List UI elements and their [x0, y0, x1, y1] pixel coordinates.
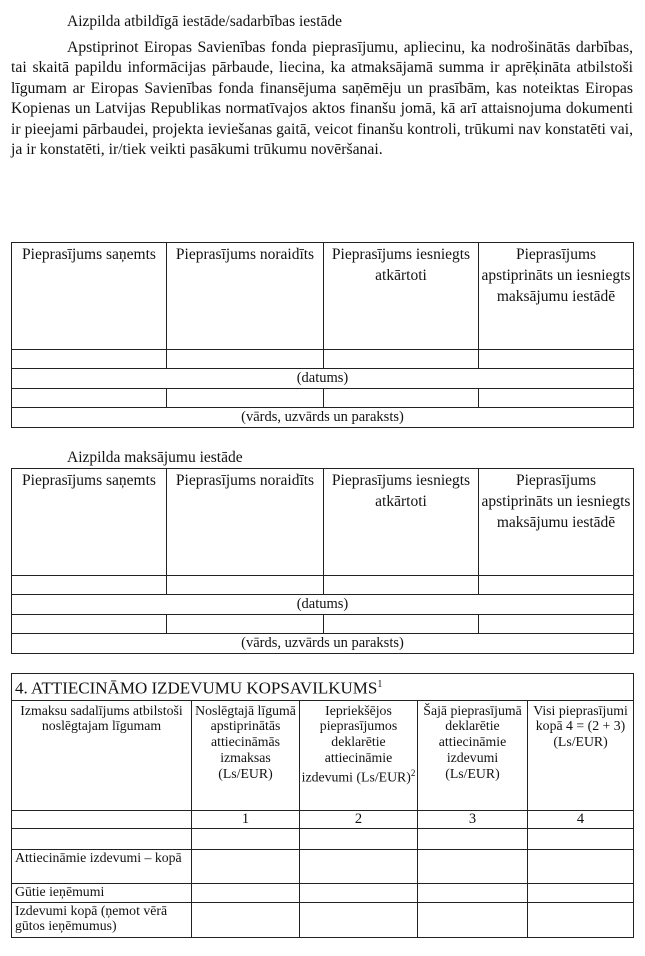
signature-cell[interactable] [324, 389, 479, 408]
empty-cell[interactable] [192, 828, 300, 849]
header-approved: Pieprasījums apstiprināts un iesniegts maksājumu iestādē [479, 243, 634, 350]
col-header-approved-costs: Noslēgtajā līgumā apstiprinātās attiecināmās izmaksas (Ls/EUR) [192, 700, 300, 810]
value-cell[interactable] [528, 849, 634, 883]
col-header-current: Šajā pieprasījumā deklarētie attiecināmie izdevumi (Ls/EUR) [418, 700, 528, 810]
value-cell[interactable] [300, 902, 418, 937]
status-table-2 [11, 468, 634, 654]
empty-cell[interactable] [300, 828, 418, 849]
value-cell[interactable] [192, 849, 300, 883]
col-number [12, 810, 192, 828]
empty-cell[interactable] [12, 828, 192, 849]
value-cell[interactable] [418, 849, 528, 883]
status-table-1 [11, 242, 634, 428]
section1-heading: Aizpilda atbildīgā iestāde/sadarbības iestāde [67, 13, 343, 30]
date-label: (datums) [12, 595, 634, 615]
date-cell[interactable] [324, 576, 479, 595]
value-cell[interactable] [528, 902, 634, 937]
signature-cell[interactable] [12, 615, 167, 634]
signature-label: (vārds, uzvārds un paraksts) [12, 408, 634, 428]
row-label-eligible-total: Attiecināmie izdevumi – kopā [12, 849, 192, 883]
col-number: 2 [300, 810, 418, 828]
summary-title: 4. ATTIECINĀMO IZDEVUMU KOPSAVILKUMS$^1$ [12, 674, 634, 701]
date-cell[interactable] [324, 350, 479, 369]
signature-cell[interactable] [12, 389, 167, 408]
col-number: 4 [528, 810, 634, 828]
value-cell[interactable] [192, 883, 300, 902]
date-label: (datums) [12, 369, 634, 389]
empty-cell[interactable] [528, 828, 634, 849]
header-rejected: Pieprasījums noraidīts [167, 243, 324, 350]
date-cell[interactable] [12, 350, 167, 369]
value-cell[interactable] [300, 883, 418, 902]
header-received: Pieprasījums saņemts [12, 243, 167, 350]
title-footnote: 1 [377, 679, 383, 690]
col-header-total: Visi pieprasījumi kopā 4 = (2 + 3) (Ls/EUR) [528, 700, 634, 810]
header-approved: Pieprasījums apstiprināts un iesniegts maksājumu iestādē [479, 469, 634, 576]
row-label-total-net: Izdevumi kopā (ņemot vērā gūtos ieņēmumus) [12, 902, 192, 937]
header-resubmitted: Pieprasījums iesniegts atkārtoti [324, 243, 479, 350]
summary-table [11, 673, 634, 938]
date-cell[interactable] [12, 576, 167, 595]
col-header-previous: Iepriekšējos pieprasījumos deklarētie attiecināmie izdevumi $(Ls/EUR)^2$ [300, 700, 418, 810]
signature-cell[interactable] [479, 615, 634, 634]
value-cell[interactable] [192, 902, 300, 937]
signature-cell[interactable] [167, 615, 324, 634]
header-received: Pieprasījums saņemts [12, 469, 167, 576]
value-cell[interactable] [528, 883, 634, 902]
section2-heading: Aizpilda maksājumu iestāde [67, 449, 243, 466]
signature-cell[interactable] [324, 615, 479, 634]
value-cell[interactable] [300, 849, 418, 883]
signature-cell[interactable] [479, 389, 634, 408]
date-cell[interactable] [167, 576, 324, 595]
date-cell[interactable] [167, 350, 324, 369]
header-resubmitted: Pieprasījums iesniegts atkārtoti [324, 469, 479, 576]
certification-paragraph: Apstiprinot Eiropas Savienības fonda pieprasījumu, apliecinu, ka nodrošinātās darbības, tai skaitā papildu informācijas pārbaude, liecina, ka atmaksājamā summa ir aprēķināta atbilstoši līgumam ar Eiropas Savienības fonda finansējuma saņēmēju un prasībām, kas noteiktas Eiropas Kopienas un Latvijas Republikas normatīvajos aktos finanšu jomā, kā arī attaisnojuma dokumenti ir pieejami pārbaudei, projekta ieviešanas gaitā, veicot finanšu kontroli, trūkumi nav konstatēti vai, ja ir konstatēti, ir/tiek veikti pasākumi trūkumu novēršanai. [11, 39, 633, 159]
col-number: 1 [192, 810, 300, 828]
col-header-breakdown: Izmaksu sadalījums atbilstoši noslēgtajam līgumam [12, 700, 192, 810]
empty-cell[interactable] [418, 828, 528, 849]
signature-label: (vārds, uzvārds un paraksts) [12, 634, 634, 654]
value-cell[interactable] [418, 902, 528, 937]
value-cell[interactable] [418, 883, 528, 902]
col-number: 3 [418, 810, 528, 828]
row-label-revenue: Gūtie ieņēmumi [12, 883, 192, 902]
header-rejected: Pieprasījums noraidīts [167, 469, 324, 576]
date-cell[interactable] [479, 350, 634, 369]
footnote-2: 2 [410, 767, 416, 778]
signature-cell[interactable] [167, 389, 324, 408]
date-cell[interactable] [479, 576, 634, 595]
